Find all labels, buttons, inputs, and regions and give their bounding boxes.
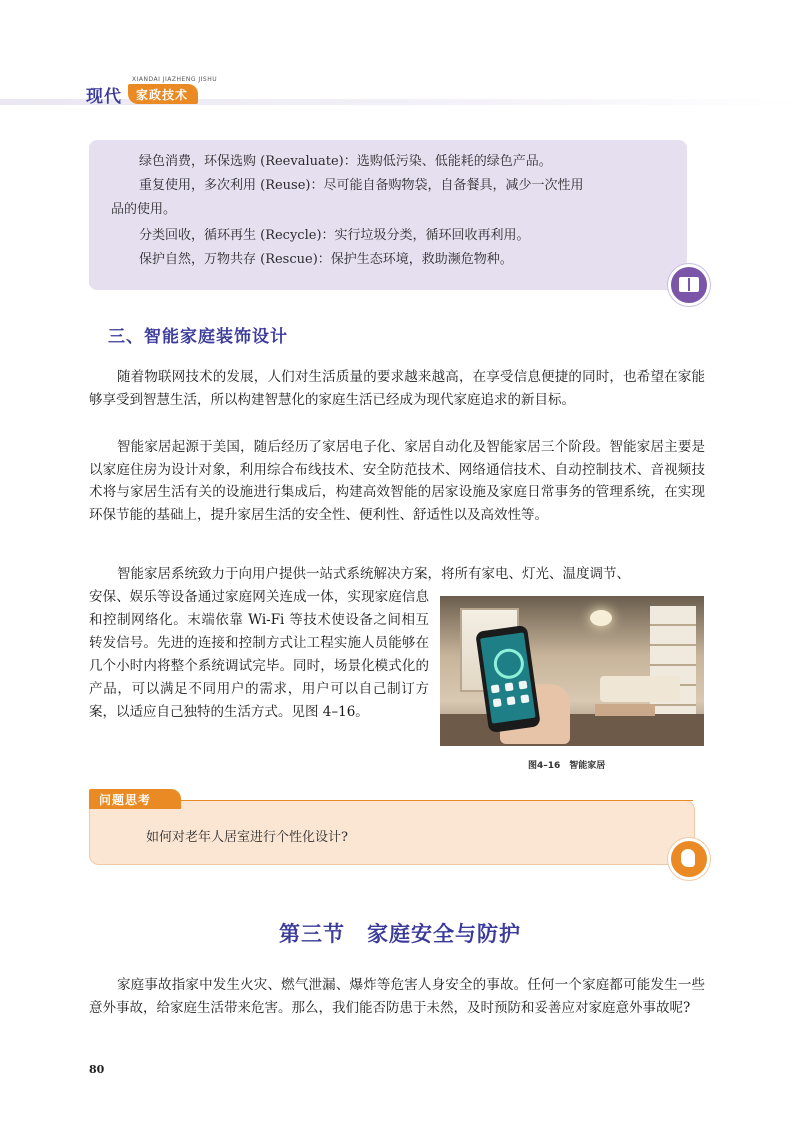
page-header [0, 72, 800, 112]
question-divider [180, 800, 693, 801]
header-badge [128, 84, 198, 104]
green-line-3: 品的使用。 [111, 202, 177, 217]
question-tab-label: 问题思考 [99, 793, 152, 807]
green-line-2: 重复使用，多次利用 (Reuse)：尽可能自备购物袋，自备餐具，减少一次性用 [139, 178, 584, 193]
green-line-5: 保护自然，万物共存 (Rescue)：保护生态环境，救助濒危物种。 [139, 252, 513, 267]
paragraph-origin: 智能家居起源于美国，随后经历了家居电子化、家居自动化及智能家居三个阶段。智能家居主要是以家庭住房为设计对象，利用综合布线技术、安全防范技术、网络通信技术、自动控制技术、音视频技术将与家居生活有关的设施进行集成后，构建高效智能的居家设施及家庭日常事务的管理系统，在实现环保节能的基础上，提升家居生活的安全性、便利性、舒适性以及高效性等。 [89, 439, 705, 523]
paragraph-system-first-line: 智能家居系统致力于向用户提供一站式系统解决方案，将所有家电、灯光、温度调节、 [117, 566, 630, 582]
book-icon [668, 264, 710, 306]
green-line-1: 绿色消费，环保选购 (Reevaluate)：选购低污染、低能耗的绿色产品。 [139, 154, 552, 169]
question-tab [89, 789, 181, 809]
head-icon [668, 838, 710, 880]
page-number: 80 [89, 1063, 105, 1076]
chapter-name: 家庭安全与防护 [367, 922, 521, 946]
green-line-4: 分类回收，循环再生 (Recycle)：实行垃圾分类，循环回收再利用。 [139, 228, 530, 243]
header-badge-label: 家政技术 [136, 88, 189, 102]
question-text: 如何对老年人居室进行个性化设计? [146, 830, 348, 845]
chapter-number: 第三节 [279, 922, 345, 946]
figure-caption: 图4–16 智能家居 [528, 761, 606, 771]
paragraph-system-rest: 安保、娱乐等设备通过家庭网关连成一体，实现家庭信息和控制网络化。末端依靠 Wi-Fi 等技术使设备之间相互转发信号。先进的连接和控制方式让工程实施人员能够在几个小时内将整个系统调试完毕。同时，场景化模式化的产品，可以满足不同用户的需求，用户可以自己制订方案，以适应自己独特的生活方式。见图 4–16。 [89, 589, 429, 720]
paragraph-iot: 随着物联网技术的发展，人们对生活质量的要求越来越高，在享受信息便捷的同时，也希望在家能够享受到智慧生活，所以构建智慧化的家庭生活已经成为现代家庭追求的新目标。 [89, 369, 705, 408]
header-pinyin: XIANDAI JIAZHENG JISHU [132, 76, 218, 83]
smart-home-photo [440, 596, 704, 746]
section-heading: 三、智能家庭装饰设计 [108, 327, 288, 347]
chapter-title [0, 918, 800, 948]
green-consumption-box [89, 140, 687, 290]
header-brand: 现代 [86, 87, 122, 107]
paragraph-accidents: 家庭事故指家中发生火灾、燃气泄漏、爆炸等危害人身安全的事故。任何一个家庭都可能发生一些意外事故，给家庭生活带来危害。那么，我们能否防患于未然，及时预防和妥善应对家庭意外事故呢? [89, 977, 705, 1016]
